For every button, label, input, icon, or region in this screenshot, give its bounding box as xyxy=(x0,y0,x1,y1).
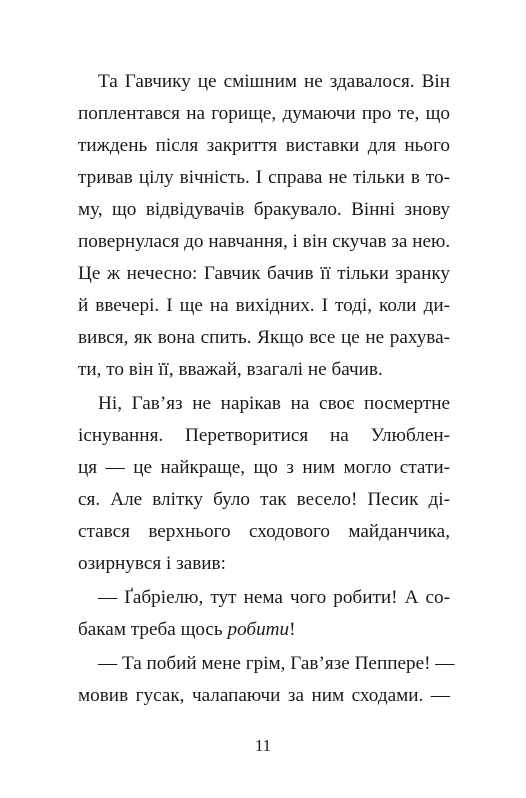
text-line: Та Гавчику це смішним не здавалося. Він xyxy=(98,71,450,92)
text-line: ти, то він її, вважай, взагалі не бачив. xyxy=(78,359,383,380)
text-line: Ні, Гав’яз не нарікав на своє посмертне xyxy=(98,393,450,414)
text-line: поплентався на горище, думаючи про те, що xyxy=(78,103,450,124)
text-line: й ввечері. І ще на вихідних. І тоді, коли ди- xyxy=(78,295,450,316)
text-line: існування. Перетворитися на Улюблен- xyxy=(78,425,450,446)
text-line: му, що відвідувачів бракувало. Вінні знову xyxy=(78,199,450,220)
text-line-italic-emphasis xyxy=(78,614,450,646)
text-line: тривав цілу вічність. І справа не тільки в то- xyxy=(78,167,450,188)
text-span: ! xyxy=(289,619,296,640)
text-line: вився, як вона спить. Якщо все це не рахува- xyxy=(78,327,450,348)
text-line: — Ґабріелю, тут нема чого робити! А со- xyxy=(98,587,450,608)
page-number: 11 xyxy=(254,736,272,755)
text-line: повернулася до навчання, і він скучав за нею. xyxy=(78,231,451,252)
text-line: тиждень після закриття виставки для нього xyxy=(78,135,450,156)
text-line: Це ж нечесно: Гавчик бачив її тільки зранку xyxy=(78,263,450,284)
text-line: ця — це найкраще, що з ним могло стати- xyxy=(78,457,450,478)
text-line: — Та побий мене грім, Гав’язе Пеппере! — xyxy=(98,653,455,674)
text-line: ся. Але влітку було так весело! Песик ді- xyxy=(78,489,450,510)
text-line: озирнувся і завив: xyxy=(78,553,226,574)
italic-word: робити xyxy=(227,619,290,640)
text-span: бакам треба щось xyxy=(78,619,228,640)
text-line: стався верхнього сходового майданчика, xyxy=(78,521,450,542)
text-line: мовив гусак, чалапаючи за ним сходами. — xyxy=(78,685,450,706)
